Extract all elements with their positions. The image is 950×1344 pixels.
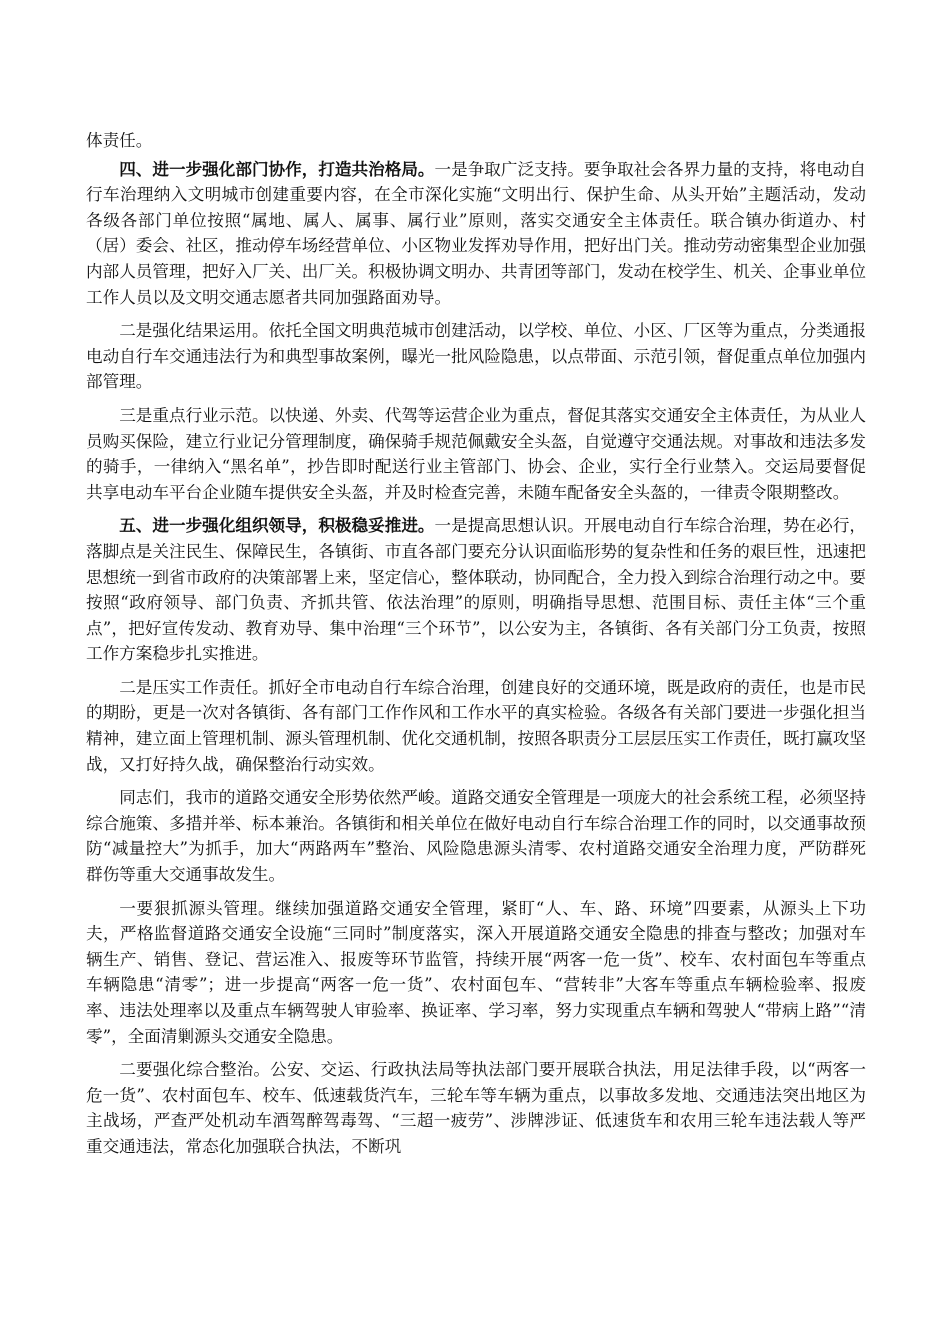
paragraph-text: 一要狠抓源头管理。继续加强道路交通安全管理，紧盯“人、车、路、环境”四要素，从源头上下功夫，严格监督道路交通安全设施“三同时”制度落实，深入开展道路交通安全隐患的排查与整改；加强对车辆生产、销售、登记、营运准入、报废等环节监管，持续开展“两客一危一货”、校车、农村面包车等重点车辆隐患“清零”；进一步提高“两客一危一货”、农村面包车、“营转非”大客车等重点车辆检验率、报废率、违法处理率以及重点车辆驾驶人审验率、换证率、学习率，努力实现重点车辆和驾驶人“带病上路”“清零”，全面清剿源头交通安全隐患。	[86, 898, 866, 1046]
paragraph-text: 三是重点行业示范。以快递、外卖、代驾等运营企业为重点，督促其落实交通安全主体责任，为从业人员购买保险，建立行业记分管理制度，确保骑手规范佩戴安全头盔，自觉遵守交通法规。对事故和违法多发的骑手，一律纳入“黑名单”，抄告即时配送行业主管部门、协会、企业，实行全行业禁入。交运局要督促共享电动车平台企业随车提供安全头盔，并及时检查完善，未随车配备安全头盔的，一律责令限期整改。	[86, 405, 866, 502]
comprehensive-rectification-paragraph	[86, 1057, 866, 1159]
result-application-paragraph	[86, 318, 866, 395]
paragraph-text: 二是强化结果运用。依托全国文明典范城市创建活动，以学校、单位、小区、厂区等为重点，分类通报电动自行车交通违法行为和典型事故案例，曝光一批风险隐患，以点带面、示范引领，督促重点单位加强内部管理。	[86, 321, 866, 392]
industry-demonstration-paragraph	[86, 403, 866, 505]
paragraph-text: 二要强化综合整治。公安、交运、行政执法局等执法部门要开展联合执法，用足法律手段，以“两客一危一货”、农村面包车、校车、低速载货汽车，三轮车等车辆为重点，以事故多发地、交通违法突出地区为主战场，严查严处机动车酒驾醉驾毒驾、“三超一疲劳”、涉牌涉证、低速货车和农用三轮车违法载人等严重交通违法，常态化加强联合执法，不断巩	[86, 1060, 866, 1156]
section-four-paragraph	[86, 157, 866, 311]
paragraph-text: 同志们，我市的道路交通安全形势依然严峻。道路交通安全管理是一项庞大的社会系统工程，必须坚持综合施策、多措并举、标本兼治。各镇街和相关单位在做好电动自行车综合治理工作的同时，以交通事故预防“减量控大”为抓手，加大“两路两车”整治、风险隐患源头清零、农村道路交通安全治理力度，严防群死群伤等重大交通事故发生。	[86, 788, 866, 885]
document-page	[86, 128, 866, 1168]
paragraph-text: 一是争取广泛支持。要争取社会各界力量的支持，将电动自行车治理纳入文明城市创建重要内容，在全市深化实施“文明出行、保护生命、从头开始”主题活动，发动各级各部门单位按照“属地、属人、属事、属行业”原则，落实交通安全主体责任。联合镇办街道办、村（居）委会、社区，推动停车场经营单位、小区物业发挥劝导作用，把好出门关。推动劳动密集型企业加强内部人员管理，把好入厂关、出厂关。积极协调文明办、共青团等部门，发动在校学生、机关、企事业单位工作人员以及文明交通志愿者共同加强路面劝导。	[86, 159, 867, 307]
source-management-paragraph	[86, 896, 866, 1050]
responsibility-paragraph	[86, 675, 866, 777]
section-heading: 五、进一步强化组织领导，积极稳妥推进。	[119, 515, 435, 536]
comrades-paragraph	[86, 785, 866, 887]
section-heading: 四、进一步强化部门协作，打造共治格局。	[119, 158, 435, 179]
paragraph-text: 体责任。	[86, 131, 153, 150]
section-five-paragraph	[86, 513, 866, 667]
paragraph-text: 二是压实工作责任。抓好全市电动自行车综合治理，创建良好的交通环境，既是政府的责任，也是市民的期盼，更是一次对各镇街、各有部门工作作风和工作水平的真实检验。各级各有关部门要进一步强化担当精神，建立面上管理机制、源头管理机制、优化交通机制，按照各职责分工层层压实工作责任，既打赢攻坚战，又打好持久战，确保整治行动实效。	[86, 677, 866, 774]
paragraph-text: 一是提高思想认识。开展电动自行车综合治理，势在必行，落脚点是关注民生、保障民生，各镇街、市直各部门要充分认识面临形势的复杂性和任务的艰巨性，迅速把思想统一到省市政府的决策部署上来，坚定信心，整体联动，协同配合，全力投入到综合治理行动之中。要按照“政府领导、部门负责、齐抓共管、依法治理”的原则，明确指导思想、范围目标、责任主体“三个重点”，把好宣传发动、教育劝导、集中治理“三个环节”，以公安为主，各镇街、各有关部门分工负责，按照工作方案稳步扎实推进。	[86, 516, 867, 664]
paragraph-continuation	[86, 128, 866, 154]
